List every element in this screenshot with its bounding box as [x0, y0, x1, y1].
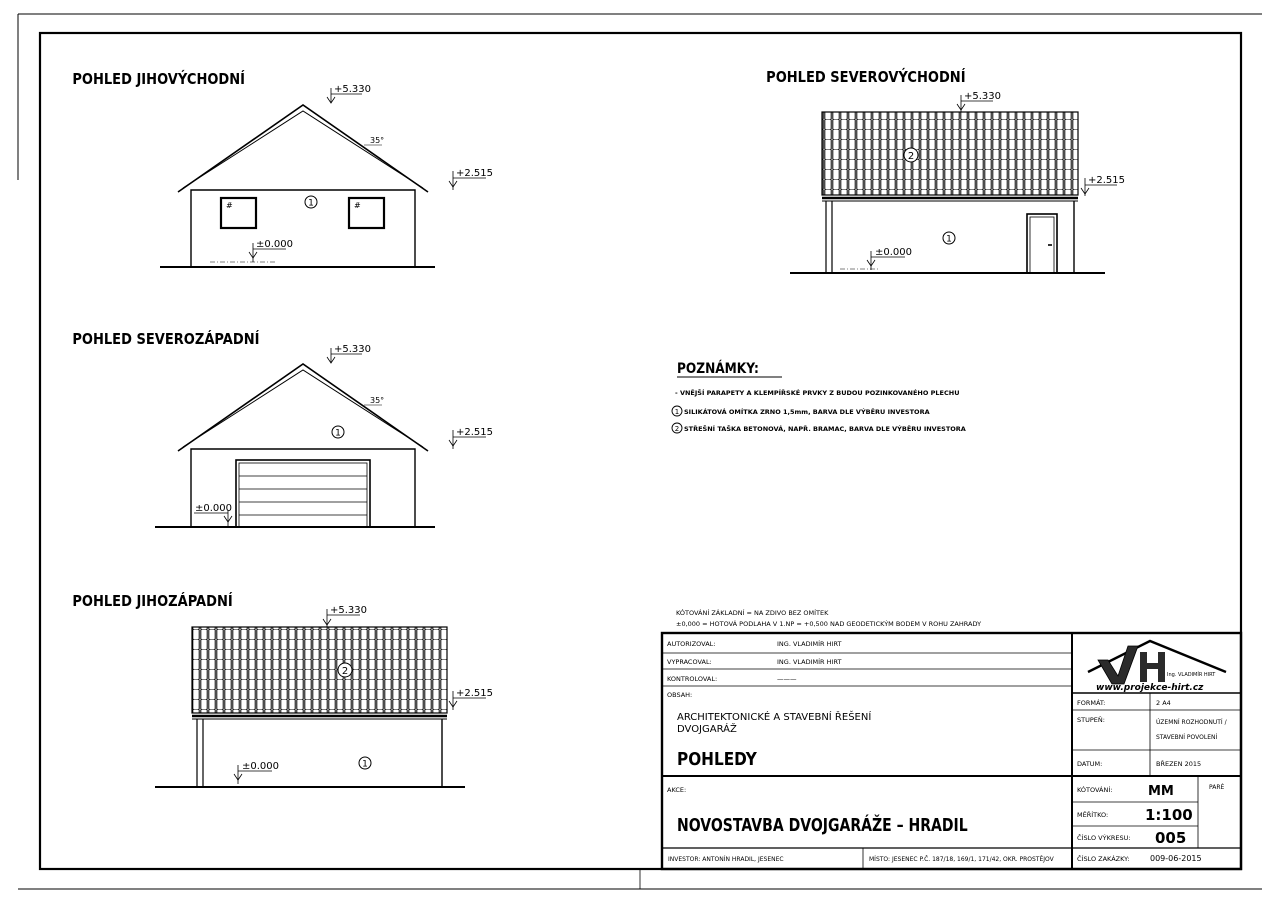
note-item-number: 1 — [674, 408, 680, 416]
format-label: FORMÁT: — [1077, 699, 1106, 707]
datum-label: DATUM: — [1077, 760, 1103, 768]
dim-note-1: KÓTOVÁNÍ ZÁKLADNÍ = NA ZDIVO BEZ OMÍTEK — [676, 609, 829, 617]
kontroloval-value: ——— — [777, 675, 797, 683]
note-item-2: STŘEŠNÍ TAŠKA BETONOVÁ, NAPŘ. BRAMAC, BARVA DLE VÝBĚRU INVESTORA — [684, 425, 966, 433]
stupen-line-1: ÚZEMNÍ ROZHODNUTÍ / — [1156, 719, 1227, 726]
level-ridge: +5.330 — [334, 344, 372, 355]
view-title: POHLED JIHOVÝCHODNÍ — [72, 71, 246, 89]
view-jihovychodni — [72, 69, 493, 267]
kontroloval-label: KONTROLOVAL: — [667, 675, 718, 683]
material-tag: 1 — [308, 198, 314, 209]
stupen-label: STUPEŇ: — [1077, 716, 1105, 724]
view-title: POHLED SEVEROVÝCHODNÍ — [766, 69, 966, 87]
note-item-number: 2 — [674, 425, 680, 433]
level-eaves: +2.515 — [456, 688, 494, 699]
level-eaves: +2.515 — [456, 427, 494, 438]
level-ridge: +5.330 — [330, 605, 368, 616]
meritko-label: MĚŘÍTKO: — [1077, 811, 1109, 819]
level-ground: ±0.000 — [875, 247, 913, 258]
note-item-1: SILIKÁTOVÁ OMÍTKA ZRNO 1,5mm, BARVA DLE VÝBĚRU INVESTORA — [684, 408, 930, 416]
material-tag: 1 — [335, 428, 341, 439]
title-block — [662, 633, 1241, 869]
material-tag-roof: 2 — [907, 151, 915, 162]
view-severovychodni — [766, 67, 1125, 273]
akce-value: NOVOSTAVBA DVOJGARÁŽE – HRADIL — [677, 814, 968, 836]
kotovani-value: MM — [1148, 784, 1174, 799]
dimension-note — [676, 608, 981, 628]
level-eaves: +2.515 — [1088, 175, 1126, 186]
obsah-title: POHLEDY — [677, 747, 757, 770]
vypracoval-value: ING. VLADIMÍR HIRT — [777, 658, 842, 666]
level-eaves: +2.515 — [456, 168, 494, 179]
pare-label: PARÉ — [1209, 784, 1225, 791]
cislo-vykresu-label: ČÍSLO VÝKRESU: — [1077, 834, 1131, 842]
investor: INVESTOR: ANTONÍN HRADIL, JESENEC — [668, 856, 784, 863]
akce-label: AKCE: — [667, 786, 687, 794]
company-logo — [1088, 641, 1226, 693]
level-ground: ±0.000 — [195, 503, 233, 514]
autorizoval-label: AUTORIZOVAL: — [667, 640, 716, 648]
svg-text:#: # — [226, 201, 233, 210]
notes — [672, 360, 966, 433]
level-ground: ±0.000 — [242, 761, 280, 772]
obsah-line-1: ARCHITEKTONICKÉ A STAVEBNÍ ŘEŠENÍ — [677, 712, 872, 723]
material-tag-roof: 2 — [341, 666, 349, 677]
vypracoval-label: VYPRACOVAL: — [667, 658, 712, 666]
dim-note-2: ±0,000 = HOTOVÁ PODLAHA V 1.NP = +0,500 NAD GEODETICKÝM BODEM V ROHU ZAHRADY — [676, 620, 982, 628]
roof-angle: 35° — [370, 136, 385, 145]
cislo-vykresu-value: 005 — [1155, 829, 1187, 847]
datum-value: BŘEZEN 2015 — [1156, 760, 1202, 768]
meritko-value: 1:100 — [1145, 806, 1193, 824]
misto: MÍSTO: JESENEC P.Č. 187/18, 169/1, 171/42, OKR. PROSTĚJOV — [869, 856, 1054, 863]
material-tag-wall: 1 — [362, 759, 368, 770]
cislo-zakazky-value: 009-06-2015 — [1150, 854, 1202, 863]
autorizoval-value: ING. VLADIMÍR HIRT — [777, 640, 842, 648]
notes-heading: POZNÁMKY: — [677, 361, 759, 378]
view-title: POHLED JIHOZÁPADNÍ — [72, 593, 233, 611]
material-tag-wall: 1 — [946, 234, 952, 245]
level-ground: ±0.000 — [256, 239, 294, 250]
cislo-zakazky-label: ČÍSLO ZAKÁZKY: — [1077, 855, 1130, 863]
kotovani-label: KÓTOVÁNÍ: — [1077, 786, 1113, 794]
stupen-line-2: STAVEBNÍ POVOLENÍ — [1156, 734, 1218, 741]
roof-angle: 35° — [370, 396, 385, 405]
view-severozapadni — [72, 329, 493, 527]
svg-text:#: # — [354, 201, 361, 210]
obsah-label: OBSAH: — [667, 691, 693, 699]
format-value: 2 A4 — [1156, 699, 1171, 707]
view-jihozapadni — [72, 591, 493, 787]
level-ridge: +5.330 — [334, 84, 372, 95]
note-line: - VNĚJŠÍ PARAPETY A KLEMPÍŘSKÉ PRVKY Z BUDOU POZINKOVANÉHO PLECHU — [675, 389, 960, 397]
level-ridge: +5.330 — [964, 91, 1002, 102]
obsah-line-2: DVOJGARÁŽ — [677, 724, 737, 735]
logo-name: Ing. VLADIMÍR HIRT — [1167, 672, 1216, 678]
view-title: POHLED SEVEROZÁPADNÍ — [72, 331, 260, 349]
logo-url: www.projekce-hirt.cz — [1096, 683, 1204, 693]
